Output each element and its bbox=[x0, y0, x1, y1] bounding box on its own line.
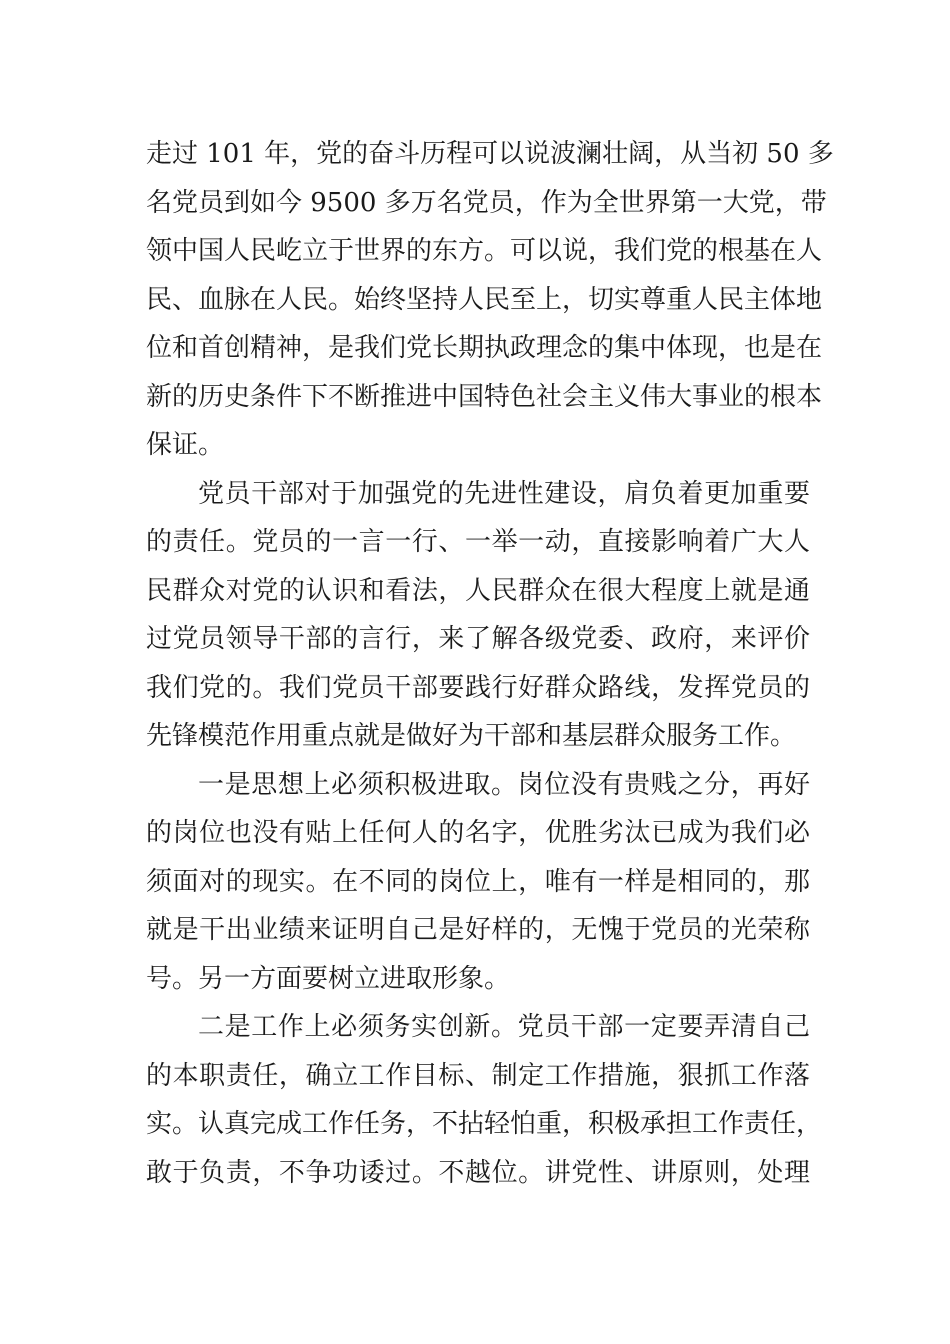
text-line: 一是思想上必须积极进取。岗位没有贵贱之分，再好 bbox=[198, 769, 810, 800]
text-line: 二是工作上必须务实创新。党员干部一定要弄清自己 bbox=[198, 1012, 810, 1042]
text-line: 实。认真完成工作任务，不拈轻怕重，积极承担工作责任， bbox=[146, 1109, 823, 1139]
text-line: 民、血脉在人民。始终坚持人民至上，切实尊重人民主体地 bbox=[146, 284, 823, 315]
paragraph-4 bbox=[146, 1003, 823, 1197]
text-line: 过党员领导干部的言行，来了解各级党委、政府，来评价 bbox=[146, 624, 810, 654]
text-line: 须面对的现实。在不同的岗位上，唯有一样是相同的，那 bbox=[146, 866, 810, 897]
text-line: 民群众对党的认识和看法，人民群众在很大程度上就是通 bbox=[146, 575, 810, 606]
text-line: 党员干部对于加强党的先进性建设，肩负着更加重要 bbox=[198, 478, 810, 509]
text-line: 先锋模范作用重点就是做好为干部和基层群众服务工作。 bbox=[146, 721, 797, 751]
paragraph-3 bbox=[146, 761, 810, 1004]
text-line: 领中国人民屹立于世界的东方。可以说，我们党的根基在人 bbox=[146, 236, 823, 266]
text-line: 新的历史条件下不断推进中国特色社会主义伟大事业的根本 bbox=[146, 381, 823, 412]
paragraph-2 bbox=[146, 470, 810, 761]
document-body bbox=[146, 130, 834, 1197]
text-line: 走过 101 年，党的奋斗历程可以说波澜壮阔，从当初 50 多 bbox=[146, 139, 834, 169]
paragraph-1 bbox=[146, 130, 834, 470]
text-line: 的本职责任，确立工作目标、制定工作措施，狠抓工作落 bbox=[146, 1060, 810, 1091]
text-line: 的责任。党员的一言一行、一举一动，直接影响着广大人 bbox=[146, 527, 810, 557]
text-line: 保证。 bbox=[146, 430, 225, 460]
text-line: 位和首创精神，是我们党长期执政理念的集中体现，也是在 bbox=[146, 333, 823, 363]
text-line: 的岗位也没有贴上任何人的名字，优胜劣汰已成为我们必 bbox=[146, 818, 810, 848]
text-line: 我们党的。我们党员干部要践行好群众路线，发挥党员的 bbox=[146, 672, 810, 703]
text-line: 敢于负责，不争功诿过。不越位。讲党性、讲原则，处理 bbox=[146, 1157, 810, 1188]
text-line: 就是干出业绩来证明自己是好样的，无愧于党员的光荣称 bbox=[146, 915, 810, 945]
text-line: 号。另一方面要树立进取形象。 bbox=[146, 963, 511, 994]
text-line: 名党员到如今 9500 多万名党员，作为全世界第一大党，带 bbox=[146, 187, 827, 218]
